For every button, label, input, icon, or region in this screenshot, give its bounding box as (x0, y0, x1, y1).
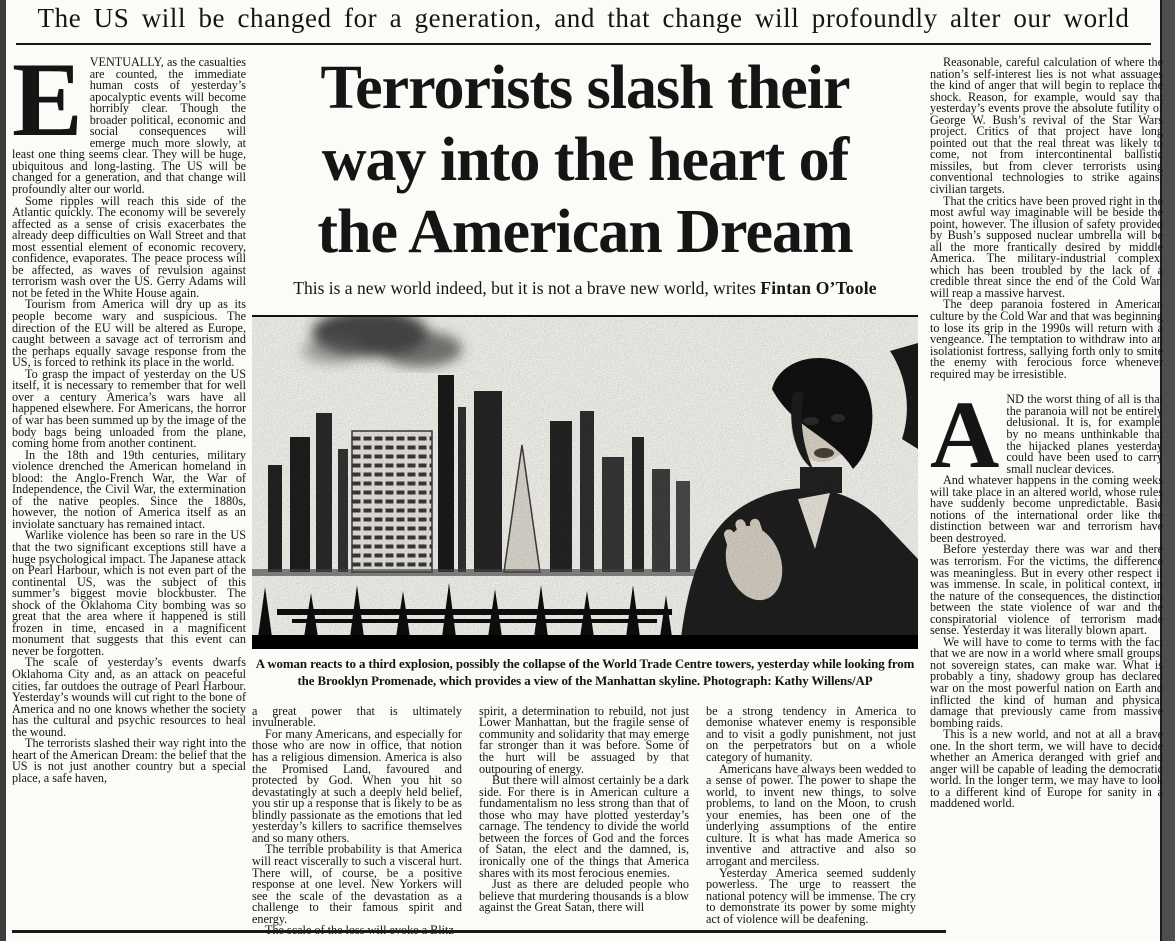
paragraph-text: VENTUALLY, as the casualties are counted, the immediate human costs of yesterday’s apocalyptic events will become horribly clear. Though the broader political, economic and social consequences will emerge much more slowly, at least one thing seems clear. They will be huge, ubiquitous and long-lasting. The US will be changed for a generation, and that change will profoundly alter our world. (12, 55, 246, 197)
paragraph: Americans have always been wedded to a sense of power. The power to shape the world, to invent new things, to solve problems, to land on the Moon, to crush your enemies, has been one of the underlying assumptions of the entire culture. It is what has made America so inventive and attractive and also so arrogant and merciless. (706, 761, 916, 868)
article-center-block (252, 52, 918, 937)
paragraph: Tourism from America will dry up as its people become wary and suspicious. The direction of the EU will be altered as Europe, caught between a savage act of terrorism and the perhaps equally savage response from the US, is forced to rethink its place in the world. (12, 297, 246, 370)
paragraph: Warlike violence has been so rare in the US that the two significant exceptions still have a huge psychological impact. The Japanese attack on Pearl Harbour, which is not even part of the continental US, was the subject of this summer’s biggest movie blockbuster. The shock of the Oklahoma City bombing was so great that the area where it happened is still frozen in time, encased in a magnificent monument that suggests that this event can never be forgotten. (12, 528, 246, 658)
lead-paragraph (930, 381, 1163, 489)
headline-line: way into the heart of (321, 126, 849, 194)
byline: Fintan O’Toole (760, 278, 877, 298)
paragraph: Before yesterday there was war and there was terrorism. For the victims, the difference was meaningless. But in every other respect it was immense. In scale, in political context, in the nature of the consequences, the distinction between the state violence of war and the conspiratorial violence of terrorism made sense. Yesterday it was literally blown apart. (930, 542, 1163, 638)
paragraph: But there will almost certainly be a dark side. For there is in American culture a fundamentalism no less strong than that of those who may have plotted yesterday’s carnage. The tendency to divide the world between the forces of God and the forces of Satan, the elect and the damned, is, ironically one of the things that America shares with its most ferocious enemies. (479, 773, 689, 880)
standfirst (252, 278, 918, 299)
paragraph: Some ripples will reach this side of the Atlantic quickly. The economy will be severely affected as a sense of crisis exacerbates the already deep difficulties on Wall Street and that most essential element of economic recovery, confidence, evaporates. The peace process will be affected, as waves of revulsion against terrorism wash over the US. Gerry Adams will not be feted in the White House again. (12, 193, 246, 300)
standfirst-text: This is a new world indeed, but it is not a brave new world, writes (293, 278, 761, 298)
paragraph: Yesterday America seemed suddenly powerless. The urge to reassert the national potency will be immense. The cry to demonstrate its power by some mighty act of violence will be deafening. (706, 865, 916, 926)
column-left (12, 41, 246, 785)
paragraph: In the 18th and 19th centuries, military violence drenched the American homeland in blood: the Anglo-French War, the War of Independence, the Civil War, the extermination of the native peoples. Since the 1880s, however, the notion of America itself as an inviolate sanctuary has remained intact. (12, 447, 246, 531)
paragraph: spirit, a determination to rebuild, not just Lower Manhattan, but the fragile sense of community and solidarity that may emerge far stronger than it was before. Some of the hurt will be assuaged by that outpouring of energy. (479, 703, 689, 776)
paragraph: To grasp the impact of yesterday on the US itself, it is necessary to remember that for well over a century America’s wars have all happened elsewhere. For Americans, the horror of war has been summed up by the image of the body bags being unloaded from the plane, coming home from another continent. (12, 366, 246, 451)
paragraph: This is a new world, and not at all a brave one. In the short term, we will have to decide whether an America deranged with grief and anger will be capable of leading the democratic world. In the longer term, we may have to look to a different kind of Europe for sanity in a maddened world. (930, 727, 1163, 811)
scan-edge-left (0, 0, 6, 941)
column-mid-c (706, 703, 916, 937)
lead-paragraph (12, 41, 246, 197)
column-mid-b (479, 703, 689, 937)
headline-line: Terrorists slash their (320, 54, 850, 122)
paragraph-text: ND the worst thing of all is that the paranoia will not be entirely delusional. It is, for example, by no means unthinkable that the hijacked planes yesterday could have been used to carry small nuclear devices. (1006, 392, 1163, 476)
paragraph: For many Americans, and especially for those who are now in office, that notion has a religious dimension. America is also the Promised Land, favoured and protected by God. When you hit so devastatingly at such a deeply held belief, you stir up a response that is likely to be as blindly passionate as the emotions that led yesterday’s killers to sacrifice themselves and so many others. (252, 726, 462, 845)
lower-columns (252, 703, 918, 937)
paragraph: a great power that is ultimately invulnerable. (252, 703, 462, 730)
paragraph: Just as there are deluded people who believe that murdering thousands is a blow against the Great Satan, there will (479, 877, 689, 915)
paragraph: Reasonable, careful calculation of where the nation’s self-interest lies is not what assuages the kind of anger that will begin to replace the shock. Reason, for example, would say that yesterday’s events prove the absolute futility of George W. Bush’s revival of the Star Wars project. Critics of that project have long pointed out that the real threat was likely to come, not from intercontinental ballistic missiles, but from clever terrorists using conventional technologies to strike against civilian targets. (930, 55, 1163, 197)
main-headline (252, 52, 918, 268)
paragraph: be a strong tendency in America to demonise whatever enemy is responsible and to visit a godly punishment, not just on the perpetrators but on a whole category of humanity. (706, 703, 916, 765)
column-mid-a (252, 703, 462, 937)
drop-cap-e: E (12, 41, 83, 158)
photo-caption: A woman reacts to a third explosion, possibly the collapse of the World Trade Centre towers, yesterday while looking from the Brooklyn Promenade, which provides a view of the Manhattan skyline. Photograph: Kathy Willens/AP (255, 657, 915, 689)
bottom-rule (12, 930, 946, 933)
news-photo (252, 315, 918, 649)
drop-cap-a: A (930, 381, 1000, 489)
paragraph: The terrible probability is that America will react viscerally to such a visceral hurt. There will, of course, be a positive response at one level. New Yorkers will see the scale of the devastation as a challenge to their famous spirit and energy. (252, 842, 462, 926)
headline-line: the American Dream (317, 198, 853, 266)
paragraph: The terrorists slashed their way right into the heart of the American Dream: the belief that the US is not just another country but a special place, a safe haven, (12, 736, 246, 785)
paragraph: We will have to come to terms with the fact that we are now in a world where small groups, not sovereign states, can make war. What is probably a tiny, shadowy group has declared war on the most powerful nation on Earth and inflicted the kind of human and physical damage that previously came from massive bombing raids. (930, 634, 1163, 730)
banner-headline: The US will be changed for a generation, and that change will profoundly alter our world (16, 3, 1151, 45)
paragraph: And whatever happens in the coming weeks will take place in an altered world, whose rules have suddenly become unpredictable. Basic notions of the international order like the distinction between war and terrorism have been destroyed. (930, 473, 1163, 545)
photo-illustration (252, 317, 918, 644)
paragraph: The scale of yesterday’s events dwarfs Oklahoma City and, as an attack on peaceful cities, far outdoes the outrage of Pearl Harbour. Yesterday’s wounds will cut right to the bone of America and no one knows whether the society has the cultural and psychic resources to heal the wound. (12, 655, 246, 739)
paragraph: That the critics have been proved right in the most awful way imaginable will be beside the point, however. The illusion of safety provided by Bush’s supposed nuclear umbrella will be all the more frantically desired by middle America. The military-industrial complex, which has been troubled by the lack of a credible threat since the end of the Cold War, will reap a massive harvest. (930, 193, 1163, 300)
column-right (930, 57, 1163, 810)
paragraph: The deep paranoia fostered in American culture by the Cold War and that was beginning to lose its grip in the 1990s will return with a vengeance. The temptation to withdraw into an isolationist fortress, sallying forth only to smite the enemy with ferocious force whenever required may be irresistible. (930, 297, 1163, 381)
